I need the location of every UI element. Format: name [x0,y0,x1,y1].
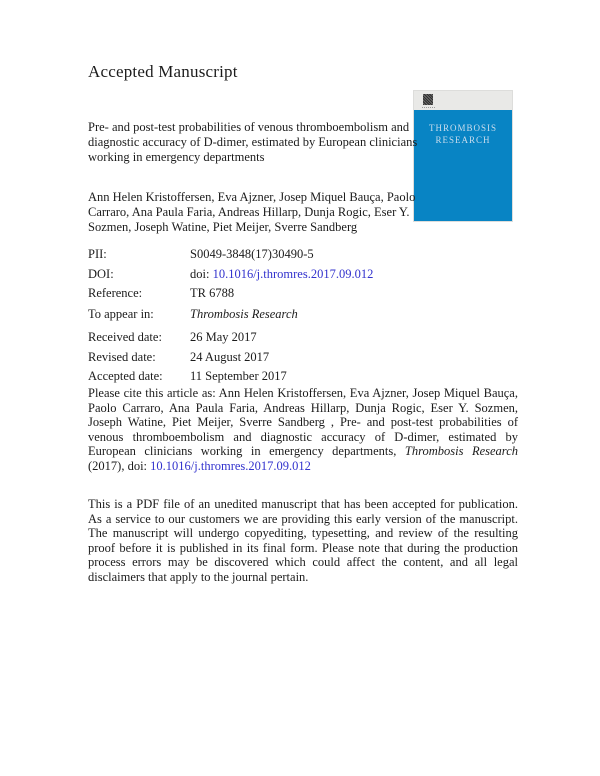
revised-date-label: Revised date: [88,349,156,364]
elsevier-logo-icon [423,94,433,105]
received-date-value: 26 May 2017 [190,330,257,344]
doi-link[interactable]: 10.1016/j.thromres.2017.09.012 [212,266,374,281]
journal-cover-title-line2: RESEARCH [435,134,491,145]
article-title: Pre- and post-test probabilities of venous thromboembolism and diagnostic accuracy of D-dimer, estimated by European clinicians working in emergency departments [88,120,418,164]
publisher-microtext [422,107,436,109]
doi-prefix: doi: [190,266,213,281]
to-appear-row [88,307,428,322]
citation-journal-name: Thrombosis Research [404,444,518,458]
metadata-block [88,247,428,389]
disclaimer-paragraph: This is a PDF file of an unedited manuscript that has been accepted for publication. As a service to our customers we are providing this early version of the manuscript. The manuscript will undergo copyediting, typesetting, and review of the resulting proof before it is published in its final form. Please note that during the production process errors may be discovered which could affect the content, and all legal disclaimers that apply to the journal pertain. [88,497,518,584]
revised-date-row [88,350,428,365]
journal-cover-title-line1: THROMBOSIS [428,123,497,133]
journal-cover-title [414,123,512,146]
doi-label: DOI: [88,266,114,281]
citation-paragraph [88,386,518,473]
journal-cover-thumbnail [413,90,513,222]
citation-doi-link[interactable]: 10.1016/j.thromres.2017.09.012 [150,458,311,473]
accepted-date-value: 11 September 2017 [190,369,287,383]
accepted-date-row [88,369,428,384]
pii-label: PII: [88,247,107,261]
accepted-manuscript-heading: Accepted Manuscript [88,62,238,81]
pii-row [88,247,428,262]
reference-label: Reference: [88,286,143,300]
pii-value: S0049-3848(17)30490-5 [190,247,314,261]
to-appear-journal: Thrombosis Research [190,307,298,321]
accepted-date-label: Accepted date: [88,369,163,383]
reference-row [88,286,428,301]
reference-value: TR 6788 [190,286,235,300]
received-date-row [88,330,428,345]
citation-text-after: (2017), doi: [88,458,151,473]
cover-publisher-band [414,91,512,110]
article-authors: Ann Helen Kristoffersen, Eva Ajzner, Josep Miquel Bauça, Paolo Carraro, Ana Paula Faria, Andreas Hillarp, Dunja Rogic, Eser Y. Sozmen, Joseph Watine, Piet Meijer, Sverre Sandberg [88,190,416,234]
doi-row [88,267,428,282]
revised-date-value: 24 August 2017 [190,349,270,364]
citation-text: Please cite this article as: Ann Helen Kristoffersen, Eva Ajzner, Josep Miquel Bauça, Paolo Carraro, Ana Paula Faria, Andreas Hillarp, Dunja Rogic, Eser Y. Sozmen, Joseph Watine, Piet Meijer, Sverre Sandberg , Pre- and post-test probabilities of venous thromboembolism and diagnostic accuracy of D-dimer, estimated by European clinicians working in emergency departments, [88,386,518,458]
received-date-label: Received date: [88,330,162,344]
cover-front [414,110,512,221]
to-appear-label: To appear in: [88,307,154,321]
doi-value [190,267,373,282]
